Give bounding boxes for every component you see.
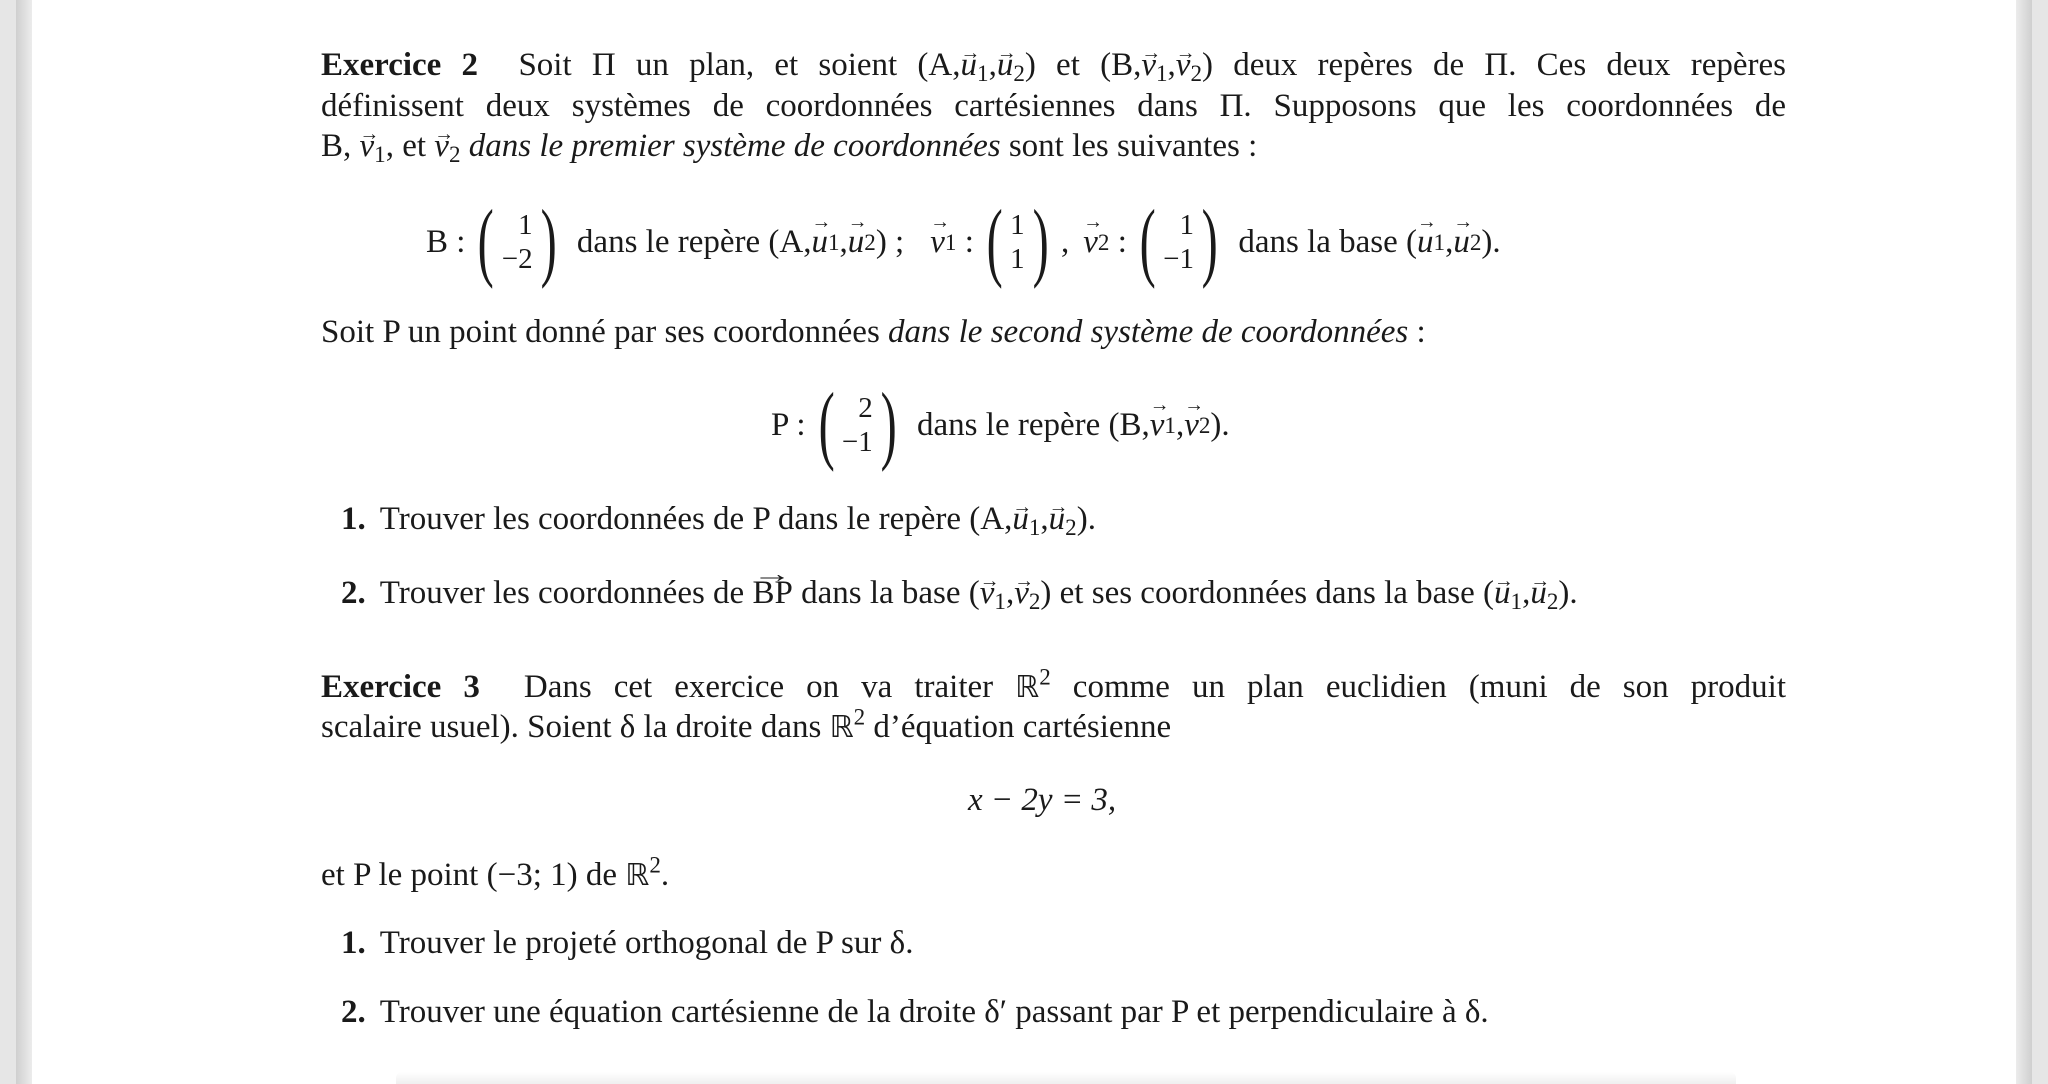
ex3-line-1: Exercice 3 Dans cet exercice on va traiter ℝ$^2$ comme un plan euclidien (muni de son produit: [321, 663, 1787, 705]
page-bottom-shadow: [396, 1072, 1736, 1084]
ex2-title: Exercice 2: [321, 47, 479, 83]
ex2-line-2: définissent deux systèmes de coordonnées cartésiennes dans Π. Supposons que les coordonnées de: [321, 88, 1786, 124]
ex2-coordinates-display: B : ( 1 −2 ) dans le repère (A, → u 1 , → u 2 ) ; → v 1 : ( 1 1 ) , → v 2 : ( 1 −1 ) dans la base ( → u 1 , → u 2 ).: [426, 192, 1501, 292]
matrix-v1: ( 1 1 ): [986, 193, 1049, 290]
matrix-v2: ( 1 −1 ): [1139, 193, 1218, 290]
matrix-B: ( 1 −2 ): [478, 193, 557, 290]
ex2-point-intro: Soit P un point donné par ses coordonnées dans le second système de coordonnées :: [321, 314, 1426, 350]
ex3-line-3: et P le point (−3; 1) de ℝ$^2$.: [321, 851, 670, 893]
page-left-edge: [16, 0, 32, 1084]
ex3-equation: x − 2y = 3,: [968, 782, 1117, 818]
ex3-line-2: scalaire usuel). Soient δ la droite dans ℝ$^2$ d’équation cartésienne: [321, 703, 1172, 745]
ex2-line-3: B, → $v_1$, et → $v_2$ dans le premier système de coordonnées sont les suivantes :: [321, 126, 1257, 166]
page-right-edge: [2016, 0, 2032, 1084]
matrix-P: ( 2 −1 ): [818, 376, 897, 473]
ex2-question-1: 1. Trouver les coordonnées de P dans le repère $(A,\to u_1,\to u_2)$.: [341, 499, 1096, 539]
ex3-title: Exercice 3: [321, 669, 480, 705]
ex3-question-1: 1. Trouver le projeté orthogonal de P sur δ.: [341, 925, 914, 961]
document-page: [16, 0, 2032, 1084]
ex2-point-display: P : ( 2 −1 ) dans le repère (B, → v 1 , → v 2 ).: [771, 375, 1230, 475]
ex2-line-1: Exercice 2 Soit Π un plan, et soient $(A,\to u_1,\to u_2)$ et $(B,\to v_1,\to v_2)$ deux repères de Π. Ces deux repères: [321, 45, 1786, 85]
ex2-question-2: 2. Trouver les coordonnées de → BP dans la base (→ $v_1,\to v_2$) et ses coordonnées dans la base (→ $u_1,\to u_2$).: [341, 573, 1578, 613]
ex3-question-2: 2. Trouver une équation cartésienne de la droite δ′ passant par P et perpendiculaire à δ.: [341, 994, 1489, 1030]
